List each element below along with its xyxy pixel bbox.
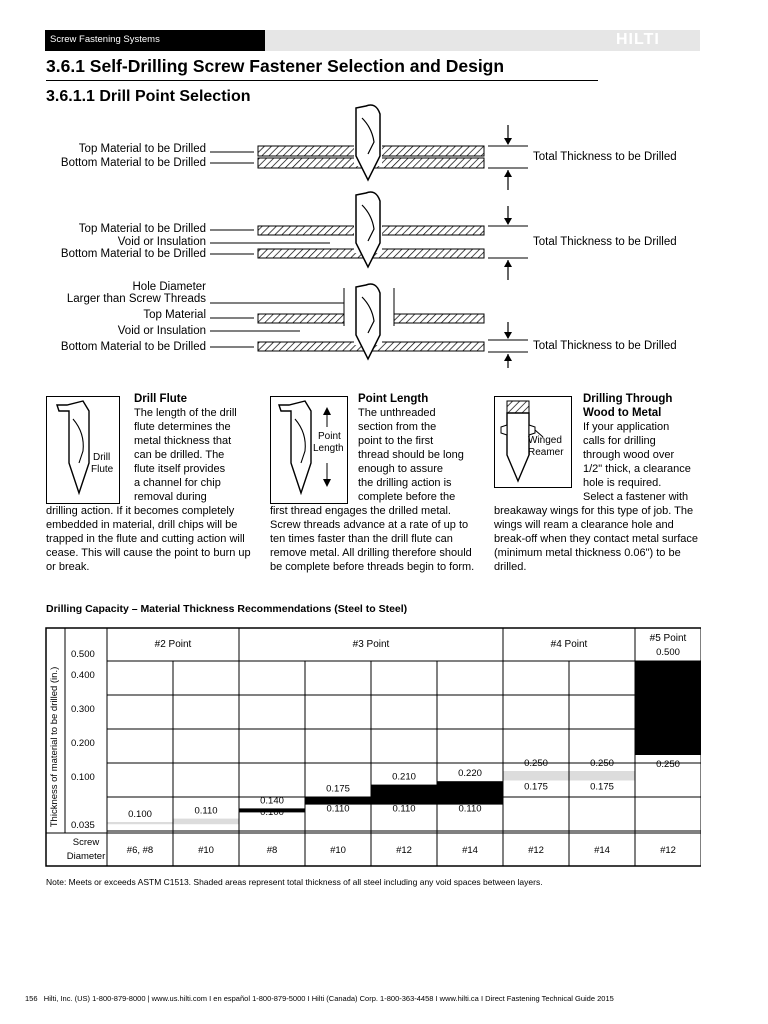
page-title: 3.6.1 Self-Drilling Screw Fastener Selection and Design <box>46 56 505 76</box>
y-axis-label: Thickness of material to be drilled (in.) <box>49 666 60 828</box>
min-value-label: 0.110 <box>458 803 482 815</box>
flute-line: a channel for chip <box>134 477 221 489</box>
max-value-label: 0.110 <box>194 805 218 817</box>
screw-diameter-label: #14 <box>594 845 610 856</box>
wood-line: hole is required. <box>583 477 662 489</box>
point-length-body: first thread engages the drilled metal. Screw threads advance at a rate of up to ten times faster than the drill flute can remove metal. All drilling therefore should be complete before threads begin to form. <box>270 505 475 573</box>
table-border <box>46 628 701 866</box>
max-value-label: 0.210 <box>392 771 416 783</box>
length-line: thread should be long <box>358 449 464 461</box>
d3-top-label: Top Material <box>143 309 206 321</box>
max-value-label: 0.175 <box>326 783 350 795</box>
drill-flute-icon-box <box>46 396 120 504</box>
length-line: complete before the <box>358 491 456 503</box>
screw-diameter-label: #12 <box>528 845 544 856</box>
d1-thickness-label: Total Thickness to be Drilled <box>533 151 677 163</box>
point-length-icon-box <box>270 396 348 504</box>
y-tick-label: 0.300 <box>71 704 95 715</box>
screw-diameter-label: #14 <box>462 845 478 856</box>
max-value-label: 0.250 <box>590 758 614 769</box>
drilling-capacity-table <box>45 627 701 874</box>
max-value-label: 0.140 <box>260 795 284 807</box>
d1-bottom-label: Bottom Material to be Drilled <box>60 157 206 169</box>
capacity-shade <box>107 822 173 824</box>
screw-icon <box>354 105 382 180</box>
min-value-label: 0.175 <box>590 781 614 793</box>
capacity-bar <box>437 781 503 804</box>
d2-void-label: Void or Insulation <box>117 236 206 248</box>
min-value-label: 0.175 <box>524 781 548 793</box>
screw-diameter-label: #10 <box>198 845 214 856</box>
page-footer <box>25 994 614 1003</box>
d2-thickness-label: Total Thickness to be Drilled <box>533 236 677 248</box>
length-line: the drilling action is <box>358 477 452 489</box>
y-tick-label: 0.200 <box>71 738 95 749</box>
screw-diameter-heading: Screw <box>72 837 100 848</box>
wood-line: calls for drilling <box>583 435 656 447</box>
wood-icon-label-2: Reamer <box>528 447 564 458</box>
wood-text-top <box>583 392 703 504</box>
d2-bottom-label: Bottom Material to be Drilled <box>60 248 206 260</box>
drilling-capacity-chart <box>45 627 701 869</box>
section-subtitle: 3.6.1.1 Drill Point Selection <box>46 88 251 105</box>
capacity-bar <box>635 661 701 755</box>
drill-flute-icon <box>47 397 119 503</box>
min-value-label: 0.100 <box>260 807 284 818</box>
screw-diameter-label: #6, #8 <box>126 845 154 856</box>
flute-line: flute itself provides <box>134 463 226 475</box>
max-value-label: 0.100 <box>128 809 152 820</box>
screw-diameter-label: #8 <box>266 845 278 856</box>
wood-line: through wood over <box>583 449 675 461</box>
flute-line: flute determines the <box>134 421 231 433</box>
capacity-shade <box>503 771 569 781</box>
group-header: #2 Point <box>154 639 192 650</box>
group-header: #5 Point <box>649 633 687 644</box>
winged-reamer-icon-box <box>494 396 572 488</box>
capacity-shade <box>569 771 635 781</box>
capacity-bar <box>371 785 437 805</box>
group-header-value: 0.500 <box>656 647 680 658</box>
y-tick-label: 0.400 <box>71 670 95 681</box>
d1-top-label: Top Material to be Drilled <box>78 143 206 155</box>
max-value-label: 0.220 <box>458 768 482 780</box>
screw-diameter-label: #10 <box>330 845 346 856</box>
diagram-3 <box>210 284 528 368</box>
capacity-shade <box>173 819 239 825</box>
group-header: #3 Point <box>352 639 390 650</box>
length-line: The unthreaded <box>358 407 436 419</box>
drill-flute-text-top <box>134 392 254 504</box>
flute-icon-label-1: Drill <box>93 452 111 463</box>
d3-void-label: Void or Insulation <box>117 325 206 337</box>
d3-hole-label-2: Larger than Screw Threads <box>66 293 206 305</box>
top-material-plate-left <box>258 314 344 323</box>
top-material-plate-right <box>394 314 484 323</box>
flute-line: removal during <box>134 491 207 503</box>
d3-bottom-label: Bottom Material to be Drilled <box>60 341 206 353</box>
min-value-label: 0.110 <box>326 803 350 815</box>
drill-flute-heading: Drill Flute <box>134 393 188 405</box>
wood-line: 1/2" thick, a clearance <box>583 463 691 475</box>
d2-top-label: Top Material to be Drilled <box>78 223 206 235</box>
min-value-label: 0.110 <box>392 803 416 815</box>
drill-flute-body: drilling action. If it becomes completely embedded in material, drill chips will be trapped in the flute and cutting action will cease. This will cause the point to burn up or break. <box>46 505 251 573</box>
table-note: Note: Meets or exceeds ASTM C1513. Shaded areas represent total thickness of all steel including any void spaces between layers. <box>46 877 543 887</box>
table-title: Drilling Capacity – Material Thickness Recommendations (Steel to Steel) <box>46 603 408 615</box>
screw-diameter-label: #12 <box>660 845 676 856</box>
max-value-label: 0.250 <box>524 758 548 769</box>
hilti-logo: HILTI <box>616 31 660 48</box>
wood-line: If your application <box>583 421 670 433</box>
screw-diameter-label: #12 <box>396 845 412 856</box>
length-line: enough to assure <box>358 463 444 475</box>
y-tick-label: 0.035 <box>71 820 95 831</box>
length-icon-label-2: Length <box>313 443 344 454</box>
min-value-label: 0.250 <box>656 759 680 770</box>
point-length-text-top <box>358 392 478 504</box>
y-tick-label: 0.100 <box>71 772 95 783</box>
flute-line: can be drilled. The <box>134 449 225 461</box>
d3-hole-label-1: Hole Diameter <box>132 281 206 293</box>
section-label: Screw Fastening Systems <box>50 34 160 45</box>
flute-line: The length of the drill <box>134 407 237 419</box>
point-length-heading: Point Length <box>358 393 429 405</box>
wood-icon-label-1: Winged <box>528 435 562 446</box>
wood-line: Select a fastener with <box>583 491 689 503</box>
diagram-1 <box>210 105 528 190</box>
footer-text: Hilti, Inc. (US) 1-800-879-8000 | www.us.hilti.com I en español 1-800-879-5000 I Hilti (Canada) Corp. 1-800-363-4458 I www.hilti.ca I Direct Fastening Technical Guide 2015 <box>43 994 614 1003</box>
wood-body: breakaway wings for this type of job. The wings will ream a clearance hole and break-off when they contact metal surface (minimum metal thickness 0.06") to be drilled. <box>494 505 699 573</box>
length-icon-label-1: Point <box>318 431 341 442</box>
wood-heading-1: Drilling Through <box>583 393 673 405</box>
flute-line: metal thickness that <box>134 435 232 447</box>
wood-heading-2: Wood to Metal <box>583 407 662 419</box>
flute-icon-label-2: Flute <box>91 464 114 475</box>
length-line: point to the first <box>358 435 434 447</box>
page-number: 156 <box>25 994 38 1003</box>
screw-diameter-heading: Diameter <box>66 851 106 862</box>
diagram-2 <box>210 192 528 280</box>
y-tick-label: 0.500 <box>71 649 95 660</box>
group-header: #4 Point <box>550 639 588 650</box>
d3-thickness-label: Total Thickness to be Drilled <box>533 340 677 352</box>
length-line: section from the <box>358 421 437 433</box>
